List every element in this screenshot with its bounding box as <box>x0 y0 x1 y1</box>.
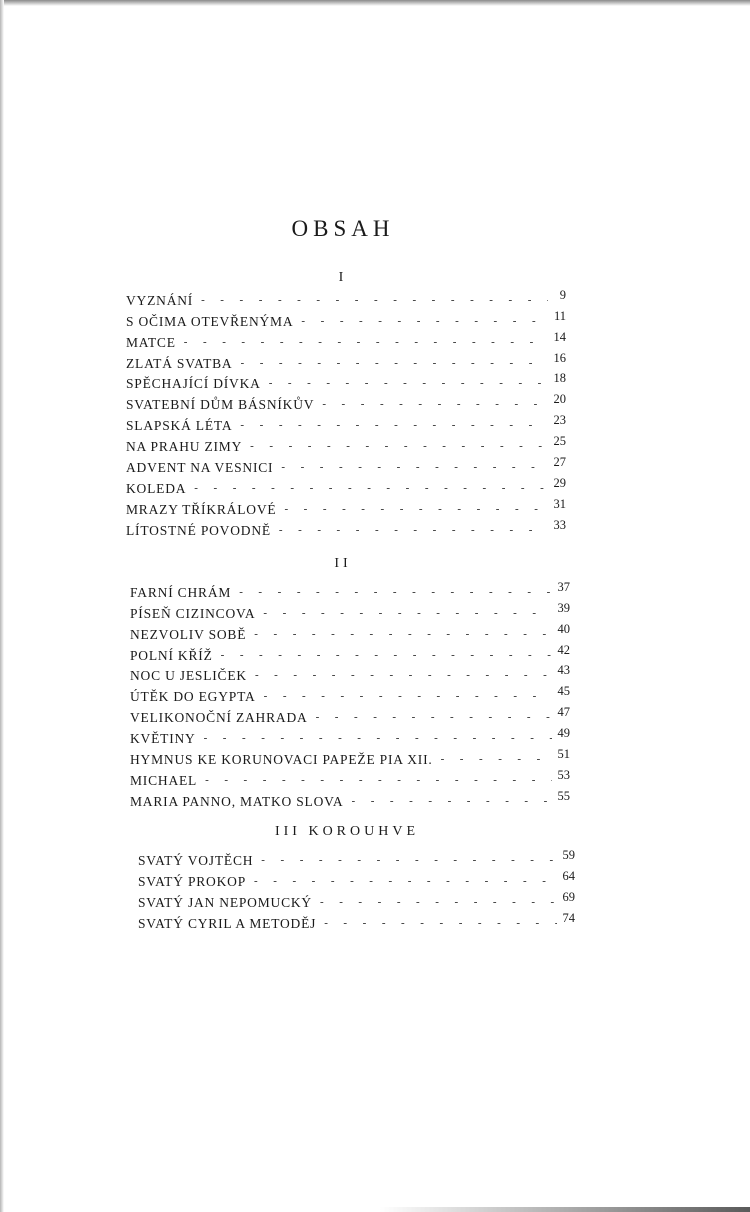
toc-list-section-1 <box>126 288 566 539</box>
toc-entry <box>126 476 566 497</box>
entry-title: MATCE <box>126 334 176 350</box>
entry-title: KVĚTINY <box>130 731 196 747</box>
entry-page-number: 47 <box>557 705 570 720</box>
dot-leader <box>352 796 553 807</box>
toc-entry <box>126 518 566 539</box>
entry-page-number: 45 <box>557 684 570 699</box>
toc-entry <box>130 747 570 768</box>
entry-title: ADVENT NA VESNICI <box>126 460 274 476</box>
entry-page-number: 49 <box>557 726 570 741</box>
entry-page-number: 64 <box>562 868 575 883</box>
entry-page-number: 43 <box>557 663 570 678</box>
dot-leader <box>279 525 548 536</box>
entry-title: POLNÍ KŘÍŽ <box>130 647 213 663</box>
entry-title: MICHAEL <box>130 772 198 788</box>
toc-entry <box>130 580 570 601</box>
toc-entry <box>130 664 570 685</box>
section-heading-3: III KOROUHVE <box>274 824 420 839</box>
toc-entry <box>130 643 570 664</box>
toc-list-section-3 <box>138 848 575 932</box>
entry-page-number: 40 <box>557 621 570 636</box>
entry-page-number: 69 <box>562 889 575 904</box>
entry-page-number: 31 <box>553 496 566 511</box>
toc-entry <box>126 497 566 518</box>
dot-leader <box>322 399 548 410</box>
entry-title: S OČIMA OTEVŘENÝMA <box>126 313 294 329</box>
entry-page-number: 25 <box>553 434 566 449</box>
dot-leader <box>441 754 552 765</box>
entry-title: NA PRAHU ZIMY <box>126 439 243 455</box>
toc-entry <box>126 288 566 309</box>
toc-entry <box>138 869 575 890</box>
dot-leader <box>221 650 552 661</box>
dot-leader <box>263 608 552 619</box>
dot-leader <box>324 918 557 929</box>
entry-title: VYZNÁNÍ <box>126 292 194 308</box>
entry-title: SVATÝ CYRIL A METODĚJ <box>138 915 317 931</box>
dot-leader <box>254 876 557 887</box>
dot-leader <box>201 295 548 306</box>
entry-page-number: 55 <box>557 788 570 803</box>
entry-title: HYMNUS KE KORUNOVACI PAPEŽE PIA XII. <box>130 752 433 768</box>
entry-page-number: 16 <box>553 350 566 365</box>
entry-title: SVATEBNÍ DŮM BÁSNÍKŮV <box>126 397 315 413</box>
toc-entry <box>126 392 566 413</box>
dot-leader <box>316 712 552 723</box>
toc-entry <box>126 434 566 455</box>
entry-page-number: 11 <box>553 308 566 323</box>
entry-title: FARNÍ CHRÁM <box>130 584 232 600</box>
dot-leader <box>264 691 552 702</box>
dot-leader <box>240 420 548 431</box>
dot-leader <box>261 855 557 866</box>
entry-page-number: 37 <box>557 579 570 594</box>
entry-page-number: 18 <box>553 371 566 386</box>
entry-page-number: 39 <box>557 600 570 615</box>
dot-leader <box>255 670 552 681</box>
dot-leader <box>250 441 548 452</box>
toc-entry <box>126 330 566 351</box>
toc-entry <box>138 890 575 911</box>
entry-title: SLAPSKÁ LÉTA <box>126 418 233 434</box>
entry-page-number: 9 <box>559 287 566 302</box>
toc-entry <box>138 848 575 869</box>
dot-leader <box>284 504 548 515</box>
section-heading-1: I <box>338 270 348 285</box>
toc-entry <box>126 351 566 372</box>
entry-title: KOLEDA <box>126 480 187 496</box>
toc-entry <box>130 726 570 747</box>
dot-leader <box>320 897 557 908</box>
dot-leader <box>205 775 552 786</box>
entry-page-number: 33 <box>553 517 566 532</box>
dot-leader <box>281 462 548 473</box>
dot-leader <box>194 483 548 494</box>
toc-entry <box>126 309 566 330</box>
dot-leader <box>254 629 552 640</box>
entry-title: ZLATÁ SVATBA <box>126 355 233 371</box>
entry-title: MARIA PANNO, MATKO SLOVA <box>130 793 344 809</box>
toc-entry <box>126 413 566 434</box>
toc-list-section-2 <box>130 580 570 810</box>
toc-entry <box>126 372 566 393</box>
dot-leader <box>269 378 548 389</box>
entry-title: ÚTĚK DO EGYPTA <box>130 689 256 705</box>
entry-title: SPĚCHAJÍCÍ DÍVKA <box>126 376 261 392</box>
entry-title: SVATÝ JAN NEPOMUCKÝ <box>138 894 312 910</box>
toc-entry <box>130 684 570 705</box>
entry-page-number: 29 <box>553 475 566 490</box>
toc-entry <box>130 789 570 810</box>
entry-title: VELIKONOČNÍ ZAHRADA <box>130 710 308 726</box>
entry-title: SVATÝ VOJTĚCH <box>138 852 254 868</box>
entry-title: MRAZY TŘÍKRÁLOVÉ <box>126 501 277 517</box>
entry-page-number: 53 <box>557 767 570 782</box>
toc-entry <box>130 705 570 726</box>
entry-page-number: 42 <box>557 642 570 657</box>
dot-leader <box>204 733 552 744</box>
dot-leader <box>241 358 549 369</box>
entry-page-number: 20 <box>553 392 566 407</box>
toc-entry <box>130 622 570 643</box>
dot-leader <box>184 337 548 348</box>
entry-title: NOC U JESLIČEK <box>130 668 247 684</box>
entry-page-number: 27 <box>553 455 566 470</box>
entry-page-number: 74 <box>562 910 575 925</box>
dot-leader <box>301 316 548 327</box>
entry-title: NEZVOLIV SOBĚ <box>130 626 247 642</box>
section-heading-2: II <box>334 556 352 571</box>
page-title: OBSAH <box>291 216 395 241</box>
toc-entry <box>126 455 566 476</box>
entry-page-number: 14 <box>553 329 566 344</box>
entry-title: SVATÝ PROKOP <box>138 873 247 889</box>
toc-entry <box>130 601 570 622</box>
entry-page-number: 59 <box>562 847 575 862</box>
entry-title: LÍTOSTNÉ POVODNĚ <box>126 522 271 538</box>
dot-leader <box>239 587 552 598</box>
entry-page-number: 51 <box>557 747 570 762</box>
entry-page-number: 23 <box>553 413 566 428</box>
entry-title: PÍSEŇ CIZINCOVA <box>130 605 256 621</box>
toc-entry <box>138 911 575 932</box>
toc-entry <box>130 768 570 789</box>
